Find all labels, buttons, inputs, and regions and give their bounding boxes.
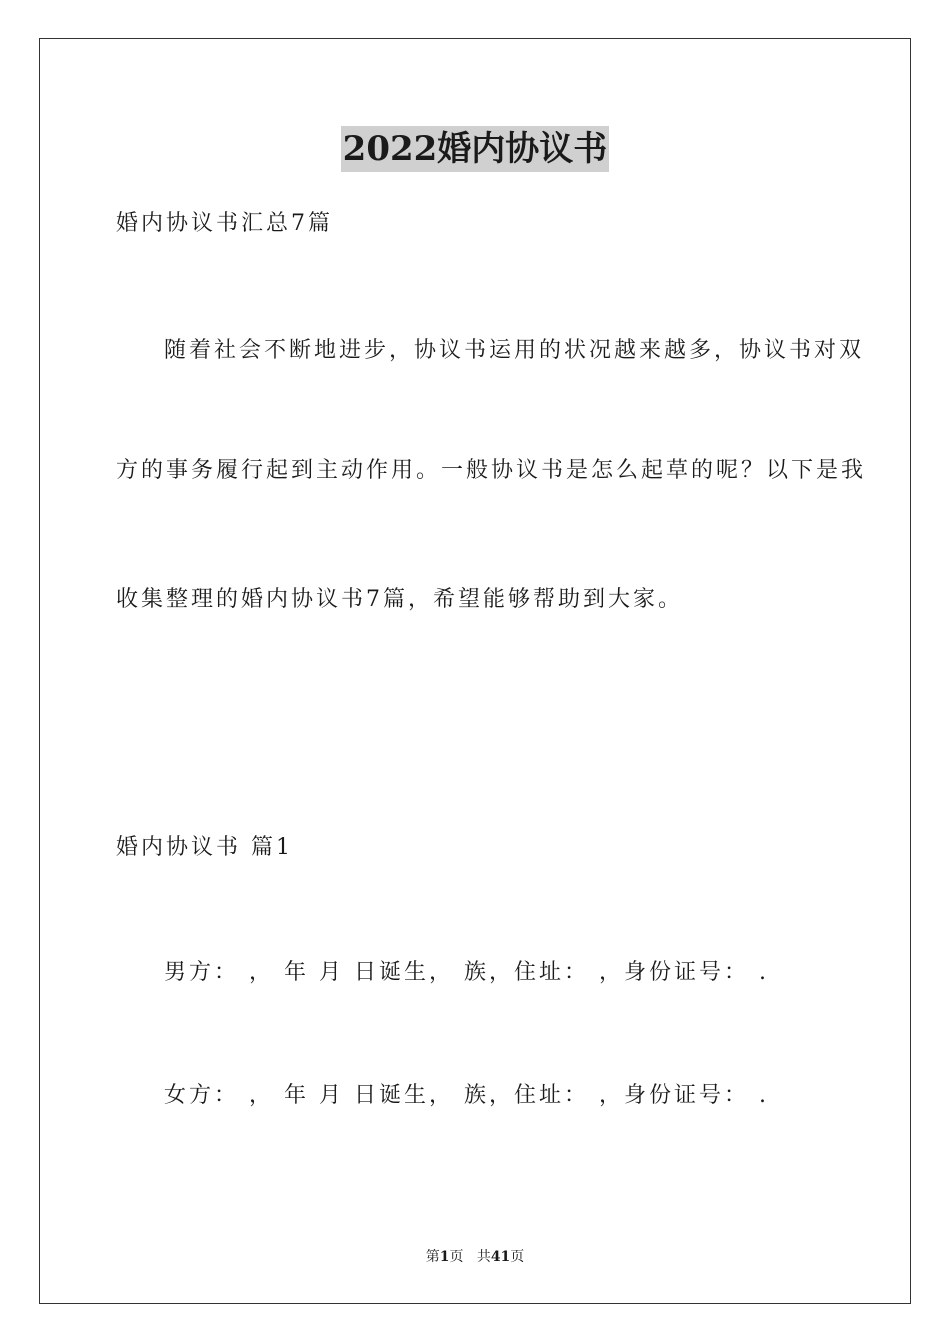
party-line-male: 男方： ， 年 月 日诞生， 族，住址： ，身份证号： . — [164, 960, 769, 985]
section-heading: 婚内协议书 篇1 — [116, 835, 293, 860]
footer-page-prefix: 第 — [425, 1249, 440, 1265]
footer-page-suffix: 页 — [449, 1249, 464, 1265]
document-subtitle: 婚内协议书汇总7篇 — [116, 211, 333, 236]
intro-paragraph-line-1: 随着社会不断地进步，协议书运用的状况越来越多，协议书对双 — [164, 338, 865, 363]
page-footer — [0, 1248, 950, 1266]
footer-total-suffix: 页 — [510, 1249, 525, 1265]
party-line-female: 女方： ， 年 月 日诞生， 族，住址： ，身份证号： . — [164, 1083, 769, 1108]
footer-page-number: 1 — [439, 1249, 450, 1265]
title-container — [0, 126, 950, 172]
footer-total-prefix: 共 — [476, 1249, 491, 1265]
document-title: 2022婚内协议书 — [341, 126, 610, 172]
footer-total-pages: 41 — [490, 1249, 511, 1265]
intro-paragraph-line-2: 方的事务履行起到主动作用。一般协议书是怎么起草的呢？以下是我 — [116, 458, 867, 483]
intro-paragraph-line-3: 收集整理的婚内协议书7篇，希望能够帮助到大家。 — [116, 587, 683, 612]
